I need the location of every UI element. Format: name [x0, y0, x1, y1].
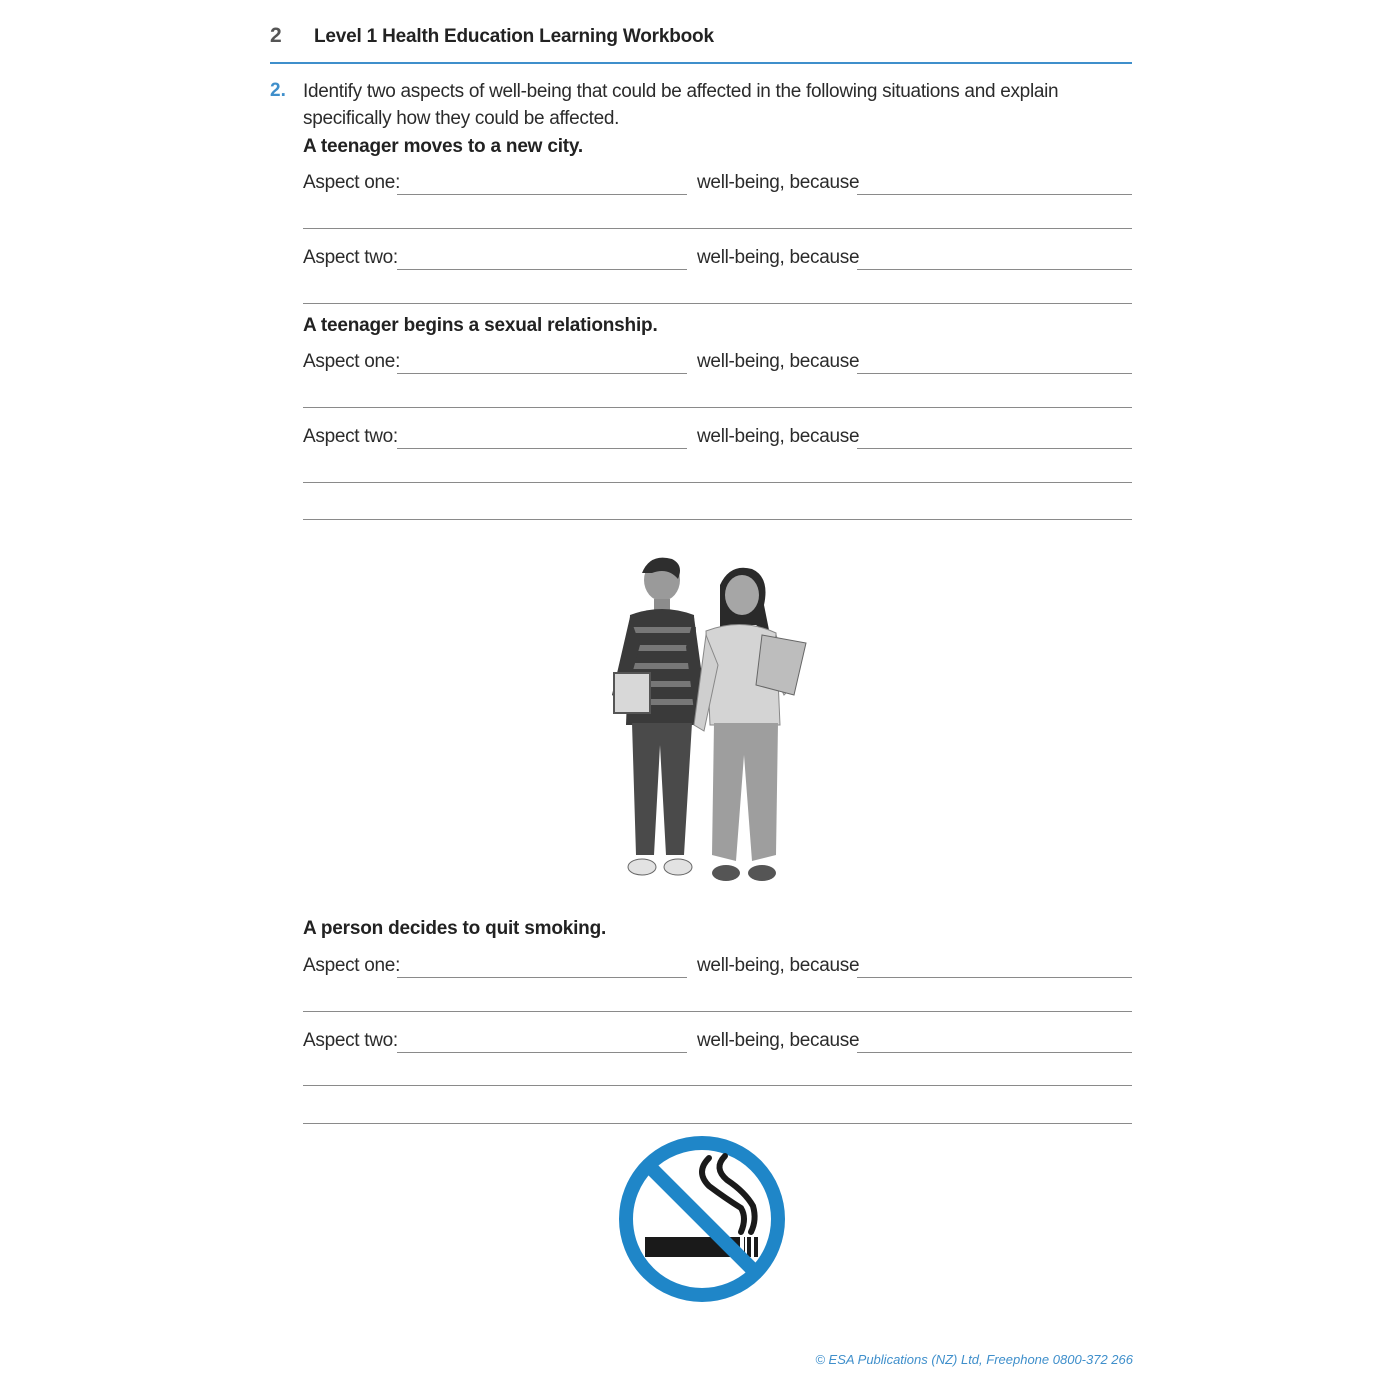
aspect-two-label: Aspect two:	[303, 1030, 398, 1051]
answer-line[interactable]	[303, 1123, 1132, 1124]
aspect-two-label: Aspect two:	[303, 426, 398, 447]
no-smoking-sign	[617, 1134, 787, 1304]
because-answer-line[interactable]	[857, 269, 1132, 270]
because-label: well-being, because	[697, 247, 860, 268]
because-label: well-being, because	[697, 351, 860, 372]
because-answer-line[interactable]	[857, 1052, 1132, 1053]
question-number: 2.	[270, 80, 286, 101]
aspect-answer-line[interactable]	[397, 448, 687, 449]
aspect-one-label: Aspect one:	[303, 172, 401, 193]
aspect-answer-line[interactable]	[397, 269, 687, 270]
because-label: well-being, because	[697, 955, 860, 976]
question-text: Identify two aspects of well-being that could be affected in the following situations and explain specifically how they could be affected.	[303, 81, 1059, 129]
aspect-one-label: Aspect one:	[303, 955, 401, 976]
because-label: well-being, because	[697, 172, 860, 193]
answer-line[interactable]	[303, 1085, 1132, 1086]
aspect-answer-line[interactable]	[397, 977, 687, 978]
aspect-row	[303, 426, 1132, 456]
answer-line[interactable]	[303, 482, 1132, 483]
answer-line[interactable]	[303, 228, 1132, 229]
answer-line[interactable]	[303, 303, 1132, 304]
because-answer-line[interactable]	[857, 448, 1132, 449]
aspect-row	[303, 351, 1132, 381]
page-number: 2	[270, 24, 282, 47]
book-title: Level 1 Health Education Learning Workbook	[314, 26, 714, 47]
because-answer-line[interactable]	[857, 977, 1132, 978]
because-answer-line[interactable]	[857, 194, 1132, 195]
answer-line[interactable]	[303, 519, 1132, 520]
answer-line[interactable]	[303, 1011, 1132, 1012]
scenario-title: A person decides to quit smoking.	[303, 918, 607, 939]
scenario-title: A teenager begins a sexual relationship.	[303, 315, 658, 336]
boy-figure	[612, 558, 706, 875]
girl-figure	[694, 568, 806, 881]
aspect-row	[303, 172, 1132, 202]
aspect-one-label: Aspect one:	[303, 351, 401, 372]
aspect-answer-line[interactable]	[397, 194, 687, 195]
aspect-row	[303, 247, 1132, 277]
teenage-couple-photo	[580, 555, 820, 890]
answer-line[interactable]	[303, 407, 1132, 408]
aspect-two-label: Aspect two:	[303, 247, 398, 268]
footer-copyright: © ESA Publications (NZ) Ltd, Freephone 0800-372 266	[815, 1352, 1133, 1367]
aspect-answer-line[interactable]	[397, 1052, 687, 1053]
because-label: well-being, because	[697, 1030, 860, 1051]
because-label: well-being, because	[697, 426, 860, 447]
aspect-row	[303, 955, 1132, 985]
scenario-title: A teenager moves to a new city.	[303, 136, 583, 157]
page-header	[270, 22, 1132, 64]
aspect-row	[303, 1030, 1132, 1060]
because-answer-line[interactable]	[857, 373, 1132, 374]
aspect-answer-line[interactable]	[397, 373, 687, 374]
